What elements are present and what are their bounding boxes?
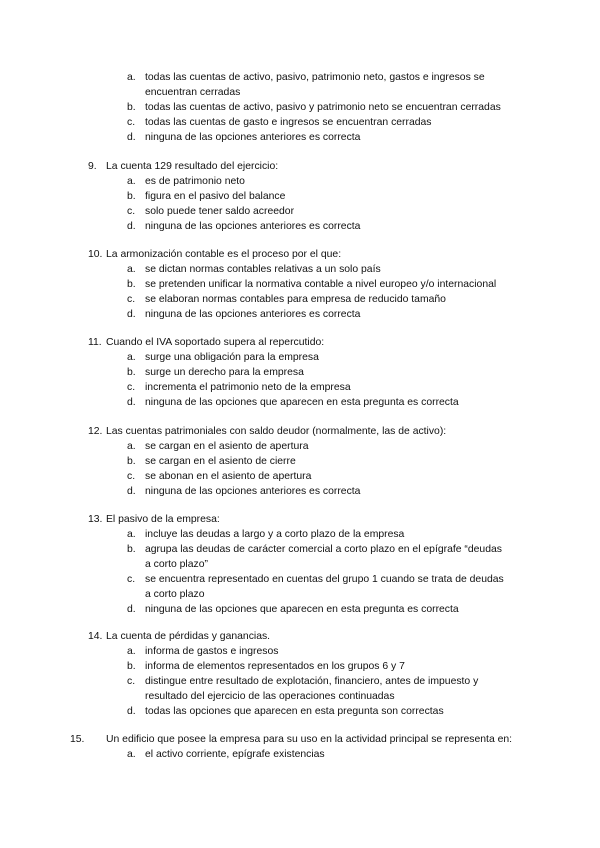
question-8-continuation — [0, 70, 600, 145]
option-letter: d. — [127, 486, 136, 497]
question-number: 15. — [70, 734, 85, 745]
option-text: todas las cuentas de gasto e ingresos se encuentran cerradas — [145, 117, 432, 128]
question-number: 9. — [88, 161, 97, 172]
question-text: La cuenta 129 resultado del ejercicio: — [106, 161, 279, 172]
question-9 — [0, 159, 600, 234]
option-letter: c. — [127, 574, 136, 585]
option-text: se elaboran normas contables para empresa de reducido tamaño — [145, 294, 446, 305]
question-stem — [70, 732, 546, 747]
option-d — [0, 484, 505, 499]
option-d — [0, 130, 505, 145]
option-letter: c. — [127, 117, 136, 128]
option-letter: b. — [127, 279, 136, 290]
option-letter: d. — [127, 706, 136, 717]
option-b — [0, 100, 505, 115]
option-letter: a. — [127, 72, 136, 83]
options-list — [0, 70, 600, 145]
question-stem — [88, 247, 538, 262]
question-number: 10. — [88, 249, 103, 260]
question-15 — [0, 732, 600, 762]
option-letter: d. — [127, 397, 136, 408]
option-text: informa de elementos representados en los grupos 6 y 7 — [145, 661, 405, 672]
question-text: El pasivo de la empresa: — [106, 514, 220, 525]
option-letter: a. — [127, 352, 136, 363]
option-text: ninguna de las opciones que aparecen en esta pregunta es correcta — [145, 604, 459, 615]
option-text: se cargan en el asiento de apertura — [145, 441, 309, 452]
option-text: surge un derecho para la empresa — [145, 367, 304, 378]
option-text: se cargan en el asiento de cierre — [145, 456, 296, 467]
option-c — [0, 380, 505, 395]
option-letter: d. — [127, 604, 136, 615]
question-10 — [0, 247, 600, 322]
option-letter: a. — [127, 441, 136, 452]
options-list — [0, 644, 600, 719]
option-b — [0, 542, 505, 572]
option-letter: b. — [127, 544, 136, 555]
option-text: incrementa el patrimonio neto de la empresa — [145, 382, 351, 393]
question-14 — [0, 629, 600, 719]
option-letter: c. — [127, 382, 136, 393]
options-list — [0, 174, 600, 234]
option-a — [0, 70, 505, 100]
question-stem — [88, 159, 538, 174]
option-letter: d. — [127, 221, 136, 232]
option-a — [0, 262, 505, 277]
option-text: ninguna de las opciones anteriores es correcta — [145, 221, 361, 232]
option-letter: c. — [127, 294, 136, 305]
option-a — [0, 747, 505, 762]
option-text: se pretenden unificar la normativa contable a nivel europeo y/o internacional — [145, 279, 497, 290]
option-text: ninguna de las opciones anteriores es correcta — [145, 132, 361, 143]
question-text: Cuando el IVA soportado supera al repercutido: — [106, 337, 325, 348]
question-stem — [88, 629, 538, 644]
option-c — [0, 204, 505, 219]
question-12 — [0, 424, 600, 499]
option-a — [0, 350, 505, 365]
option-text: surge una obligación para la empresa — [145, 352, 319, 363]
question-number: 11. — [88, 337, 102, 348]
option-d — [0, 307, 505, 322]
option-letter: b. — [127, 661, 136, 672]
option-b — [0, 365, 505, 380]
option-text: todas las opciones que aparecen en esta pregunta son correctas — [145, 706, 444, 717]
option-text: informa de gastos e ingresos — [145, 646, 279, 657]
option-letter: b. — [127, 367, 136, 378]
option-d — [0, 602, 505, 617]
option-text: agrupa las deudas de carácter comercial a corto plazo en el epígrafe “deudas a corto plazo” — [145, 544, 502, 570]
option-letter: b. — [127, 191, 136, 202]
option-d — [0, 395, 505, 410]
option-letter: a. — [127, 264, 136, 275]
option-text: ninguna de las opciones anteriores es correcta — [145, 309, 361, 320]
option-b — [0, 659, 505, 674]
option-text: se dictan normas contables relativas a un solo país — [145, 264, 381, 275]
options-list — [0, 747, 600, 762]
question-text: Un edificio que posee la empresa para su uso en la actividad principal se representa en: — [106, 734, 513, 745]
option-a — [0, 527, 505, 542]
question-stem — [88, 335, 538, 350]
option-text: se encuentra representado en cuentas del grupo 1 cuando se trata de deudas a corto plazo — [145, 574, 504, 600]
options-list — [0, 439, 600, 499]
question-number: 13. — [88, 514, 103, 525]
option-b — [0, 454, 505, 469]
option-text: ninguna de las opciones que aparecen en esta pregunta es correcta — [145, 397, 459, 408]
option-letter: c. — [127, 676, 136, 687]
option-letter: a. — [127, 176, 136, 187]
question-number: 12. — [88, 426, 103, 437]
options-list — [0, 527, 600, 617]
option-text: todas las cuentas de activo, pasivo, patrimonio neto, gastos e ingresos se encuentran cerradas — [145, 72, 485, 98]
question-stem — [88, 424, 538, 439]
option-c — [0, 115, 505, 130]
option-text: el activo corriente, epígrafe existencias — [145, 749, 325, 760]
option-letter: c. — [127, 471, 136, 482]
option-a — [0, 174, 505, 189]
question-13 — [0, 512, 600, 617]
option-b — [0, 189, 505, 204]
option-c — [0, 572, 505, 602]
option-c — [0, 674, 505, 704]
option-letter: a. — [127, 749, 136, 760]
option-a — [0, 644, 505, 659]
option-text: se abonan en el asiento de apertura — [145, 471, 312, 482]
option-text: incluye las deudas a largo y a corto plazo de la empresa — [145, 529, 405, 540]
question-text: La cuenta de pérdidas y ganancias. — [106, 631, 271, 642]
option-d — [0, 704, 505, 719]
question-number: 14. — [88, 631, 103, 642]
option-letter: a. — [127, 529, 136, 540]
option-d — [0, 219, 505, 234]
option-b — [0, 277, 505, 292]
option-c — [0, 469, 505, 484]
question-11 — [0, 335, 600, 410]
option-text: figura en el pasivo del balance — [145, 191, 286, 202]
option-text: todas las cuentas de activo, pasivo y patrimonio neto se encuentran cerradas — [145, 102, 501, 113]
options-list — [0, 350, 600, 410]
options-list — [0, 262, 600, 322]
option-letter: c. — [127, 206, 136, 217]
option-text: ninguna de las opciones anteriores es correcta — [145, 486, 361, 497]
option-text: solo puede tener saldo acreedor — [145, 206, 295, 217]
option-a — [0, 439, 505, 454]
question-text: Las cuentas patrimoniales con saldo deudor (normalmente, las de activo): — [106, 426, 447, 437]
option-letter: a. — [127, 646, 136, 657]
option-text: distingue entre resultado de explotación, financiero, antes de impuesto y resultado del ejercicio de las operaciones continuadas — [145, 676, 479, 702]
question-stem — [88, 512, 538, 527]
option-letter: d. — [127, 309, 136, 320]
option-letter: b. — [127, 456, 136, 467]
option-text: es de patrimonio neto — [145, 176, 245, 187]
question-text: La armonización contable es el proceso por el que: — [106, 249, 342, 260]
option-c — [0, 292, 505, 307]
option-letter: d. — [127, 132, 136, 143]
option-letter: b. — [127, 102, 136, 113]
